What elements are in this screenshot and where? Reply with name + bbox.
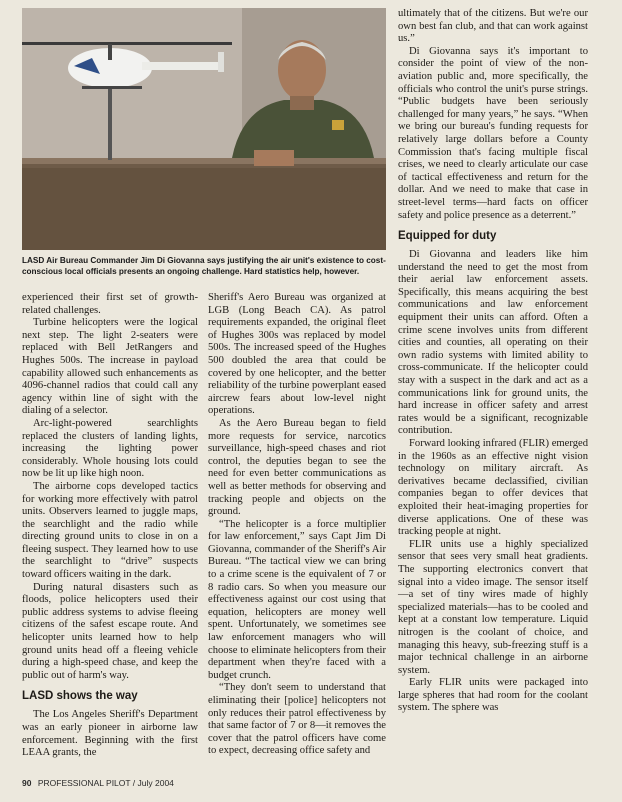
paragraph: “The helicopter is a force multiplier for law enforcement,” says Capt Jim Di Giovanna, commander of the Sheriff's Air Bureau. “The tactical view we can bring to a crime scene is the equivalent of 7 or 8 radio cars. So when you measure our effectiveness against our cost using that equation, helicopters are money well spent. Unfortunately, we sometimes see law enforcement managers who will choose to eliminate helicopters from their department when they're faced with a budget crunch. [208,518,386,681]
paragraph: During natural disasters such as floods, police helicopters used their public address systems to advise fleeing citizens of the safest escape route. And helicopter units learned how to help ground units head off a fleeing vehicle during a high-speed chase, and keep the public out of harm's way. [22,581,198,681]
paragraph: FLIR units use a highly specialized sensor that sees very small heat gradients. The supporting electronics convert that signal into a video image. The sensor itself—a set of tiny wires made of highly specialized materials—has to be cooled and kept at a constant low temperature. Liquid nitrogen is the coolant of choice, and managing this heavy, sub-freezing stuff is a major technical challenge in an airborne system. [398,538,588,676]
page-number: 90 [22,778,32,788]
paragraph: Turbine helicopters were the logical next step. The light 2-seaters were replaced with Bell JetRangers and Hughes 500s. The increase in payload capability allowed such enhancements as 4096-channel radios that could call any agency within line of sight with the dialing of a selector. [22,317,198,417]
paragraph: The Los Angeles Sheriff's Department was an early pioneer in airborne law enforcement. Beginning with the first LEAA grants, the [22,709,198,759]
paragraph: ultimately that of the citizens. But we're our own best fan club, and that can work against us.” [398,8,588,45]
paragraph: Arc-light-powered searchlights replaced the clusters of landing lights, increasing the lighting power considerably. Whole housing lots could now be lit up like high noon. [22,417,198,480]
commander-photo [22,8,386,250]
paragraph: Sheriff's Aero Bureau was organized at LGB (Long Beach CA). As patrol requirements expanded, the original fleet of Hughes 300s was replaced by model 500s. The increased speed of the Hughes 500 doubled the area that could be covered by one helicopter, and the better reliability of the turbine powerplant eased aircrew fears about low-level night operations. [208,292,386,417]
column-2 [208,292,386,758]
paragraph: Forward looking infrared (FLIR) emerged in the 1960s as an effective night vision technology on military aircraft. As derivatives became declassified, civilian companies began to offer devices that exploited their heat-imaging properties for diverse applications. One of these was tracking people at night. [398,438,588,538]
page-footer [22,778,174,788]
paragraph: Early FLIR units were packaged into large spheres that had room for the coolant system. The sphere was [398,677,588,714]
column-1 [22,292,198,760]
section-heading: Equipped for duty [398,230,497,243]
publication-info: PROFESSIONAL PILOT / July 2004 [37,778,174,788]
paragraph: As the Aero Bureau began to field more requests for service, narcotics surveillance, high-speed chases and riot control, the deputies began to see the need for even better communications as well as better methods for observing and tracking people and objects on the ground. [208,417,386,518]
column-3 [398,8,588,715]
paragraph: Di Giovanna and leaders like him understand the need to get the most from their aerial law enforcement assets. Specifically, this means acquiring the best communications and law enforcement equipment their units can afford. Often a crime scene involves units from different cities and counties, all operating on their own radio systems with limited ability to cross-communicate. If the helicopter could stay with a suspect in the dark and act as a communications link for ground units, the hard increase in officer safety and arrest rates would be a significant, recognizable contribution. [398,249,588,437]
section-heading: LASD shows the way [22,690,138,703]
paragraph: “They don't seem to understand that eliminating their [police] helicopters not only reduces their patrol effectiveness by that same factor of 7 or 8—it removes the cover that the patrol officers have come to expect, decreasing office safety and [208,682,386,757]
paragraph: The airborne cops developed tactics for working more effectively with patrol units. Observers learned to juggle maps, the searchlight and the radio while directing ground units to close in on a fleeing suspect. They learned how to use the searchlight to “drive” suspects toward officers waiting in the dark. [22,480,198,581]
photo-caption: LASD Air Bureau Commander Jim Di Giovanna says justifying the air unit's existence to cost-conscious local officials presents an ongoing challenge. Hard statistics help, however. [22,256,386,276]
paragraph: Di Giovanna says it's important to consider the point of view of the non-aviation public and, more specifically, the officials who control the unit's purse strings. “Public budgets have been seriously challenged for many years,” he says. “When we bring our bureau's funding requests for relatively large dollars before a County Commission that's facing multiple fiscal crises, we need to clearly articulate our case of tactical effectiveness and return for the dollar. And we need to make that case in street-level terms—hard facts on officer safety and police presence as a deterrent.” [398,45,588,221]
photo-illustration [22,8,386,250]
paragraph: experienced their first set of growth-related challenges. [22,292,198,316]
